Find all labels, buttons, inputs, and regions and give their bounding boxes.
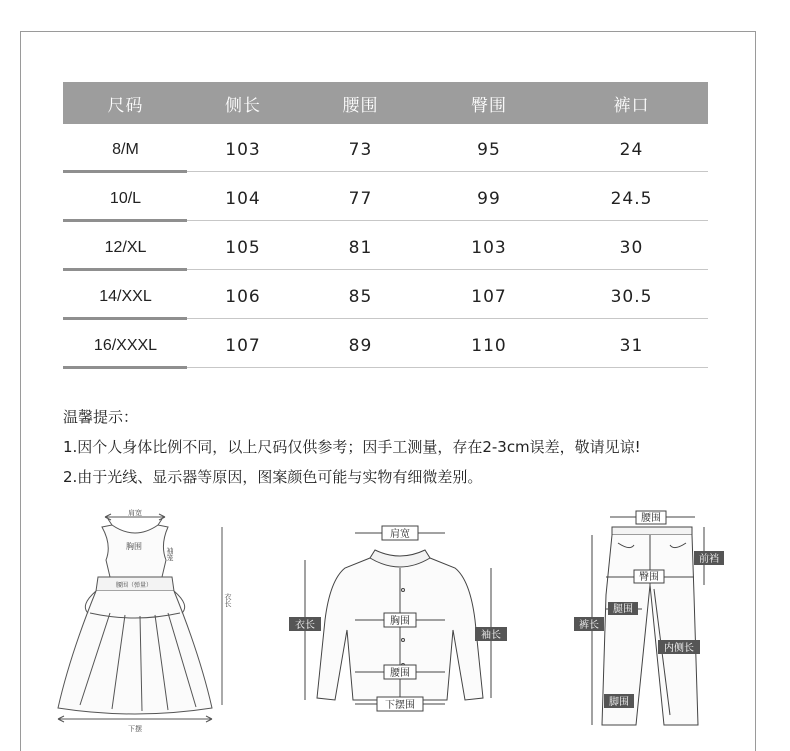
- pants-waist-label: 腰围: [641, 513, 661, 524]
- hem-cell: 24.5: [610, 188, 653, 209]
- tip-line-1: 1.因个人身体比例不同，以上尺码仅供参考；因手工测量，存在2-3cm误差，敬请见谅!: [63, 438, 641, 456]
- size-cell: 8/M: [112, 140, 139, 158]
- row-divider-light: [187, 318, 708, 319]
- shirt-sleeve-label: 袖长: [481, 630, 501, 641]
- hip-cell: 107: [471, 286, 507, 307]
- waist-cell: 77: [348, 188, 373, 209]
- size-table: [63, 82, 708, 369]
- header-hip: 臀围: [471, 95, 507, 116]
- dress-sleeve-label: 袖笼: [166, 547, 174, 561]
- side-length-cell: 104: [225, 188, 261, 209]
- shirt-hem-label: 下摆围: [385, 700, 415, 711]
- row-divider-light: [187, 269, 708, 270]
- hip-cell: 110: [471, 335, 507, 356]
- table-row: [63, 173, 708, 222]
- tips-section: [63, 402, 641, 492]
- shirt-shoulder-label: 肩宽: [390, 529, 410, 540]
- hip-cell: 95: [477, 139, 501, 160]
- pants-front-rise-label: 前裆: [699, 554, 719, 565]
- pants-thigh-label: 腿围: [613, 604, 633, 615]
- dress-shoulder-label: 肩宽: [128, 509, 142, 517]
- table-row: [63, 320, 708, 369]
- shirt-chest-label: 胸围: [390, 616, 410, 627]
- row-divider-dark: [63, 366, 187, 369]
- dress-diagram: [50, 505, 250, 741]
- tips-title: 温馨提示：: [63, 408, 139, 426]
- shirt-waist-label: 腰围: [390, 668, 410, 679]
- side-length-cell: 107: [225, 335, 261, 356]
- hem-cell: 30.5: [610, 286, 653, 307]
- waist-cell: 73: [348, 139, 373, 160]
- shirt-diagram: [285, 520, 515, 716]
- size-cell: 14/XXL: [99, 287, 152, 305]
- size-cell: 10/L: [109, 189, 142, 207]
- row-divider-light: [187, 220, 708, 221]
- dress-chest-label: 胸围: [126, 542, 142, 551]
- hem-cell: 24: [619, 139, 644, 160]
- hem-cell: 31: [619, 335, 644, 356]
- waist-cell: 81: [348, 237, 373, 258]
- pants-hip-label: 臀围: [639, 572, 659, 583]
- row-divider-light: [187, 171, 708, 172]
- header-side-length: 侧长: [225, 95, 261, 116]
- side-length-cell: 106: [225, 286, 261, 307]
- pants-hem-label: 脚围: [609, 697, 629, 708]
- header-size: 尺码: [107, 95, 144, 116]
- dress-hem-label: 下摆: [128, 725, 142, 733]
- header-waist: 腰围: [342, 95, 379, 116]
- hip-cell: 103: [471, 237, 507, 258]
- side-length-cell: 105: [225, 237, 261, 258]
- pants-diagram: [570, 505, 730, 733]
- hem-cell: 30: [619, 237, 644, 258]
- size-cell: 16/XXXL: [93, 336, 158, 354]
- size-cell: 12/XL: [104, 238, 147, 256]
- waist-cell: 85: [348, 286, 373, 307]
- hip-cell: 99: [477, 188, 501, 209]
- pants-inseam-label: 内侧长: [664, 643, 694, 654]
- table-row: [63, 271, 708, 320]
- shirt-length-label: 衣长: [295, 620, 315, 631]
- tip-line-2: 2.由于光线、显示器等原因，图案颜色可能与实物有细微差别。: [63, 468, 483, 486]
- table-header: [63, 82, 708, 124]
- waist-cell: 89: [348, 335, 373, 356]
- header-hem: 裤口: [613, 95, 650, 116]
- side-length-cell: 103: [225, 139, 261, 160]
- dress-waist-label: 腰围（弹量）: [115, 582, 153, 589]
- table-row: [63, 124, 708, 173]
- pants-side-length-label: 裤长: [579, 620, 599, 631]
- table-row: [63, 222, 708, 271]
- dress-length-label: 衣长: [224, 593, 232, 607]
- row-divider-light: [187, 367, 708, 368]
